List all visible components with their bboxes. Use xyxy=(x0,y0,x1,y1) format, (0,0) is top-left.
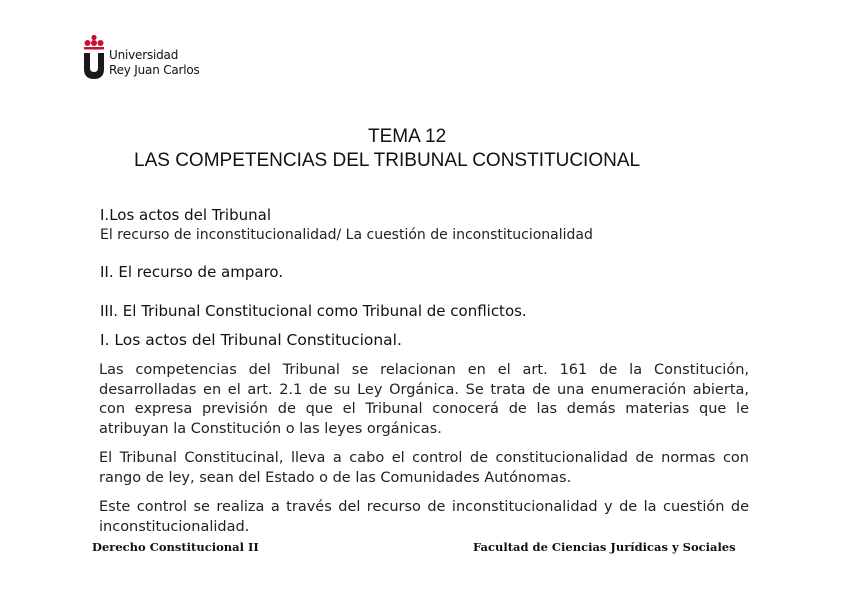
body-paragraph-2: El Tribunal Constitucinal, lleva a cabo el control de constitucionalidad de normas con rango de ley, sean del Estado o de las Comunidades Autónomas. xyxy=(99,450,749,486)
outline-item-2: II. El recurso de amparo. xyxy=(100,263,284,281)
title-topic-name: LAS COMPETENCIAS DEL TRIBUNAL CONSTITUCIONAL xyxy=(134,150,641,171)
title-topic-number: TEMA 12 xyxy=(368,126,447,147)
body-paragraph-3: Este control se realiza a través del recurso de inconstitucionalidad y de la cuestión de inconstitucionalidad. xyxy=(99,499,749,535)
body-paragraph-1: Las competencias del Tribunal se relacionan en el art. 161 de la Constitución, desarrolladas en el art. 2.1 de su Ley Orgánica. Se trata de una enumeración abierta, con expresa previsión de que el Tribunal conocerá de las demás materias que le atribuyan la Constitución o las leyes orgánicas. xyxy=(99,362,749,437)
university-logo xyxy=(82,34,222,86)
university-name-line2: Rey Juan Carlos xyxy=(109,63,200,77)
section-heading: I. Los actos del Tribunal Constitucional. xyxy=(100,331,402,349)
outline-item-1-subtitle: El recurso de inconstitucionalidad/ La cuestión de inconstitucionalidad xyxy=(100,227,593,243)
university-name xyxy=(109,48,200,78)
outline-item-3: III. El Tribunal Constitucional como Tribunal de conflictos. xyxy=(100,302,527,320)
footer-faculty-name: Facultad de Ciencias Jurídicas y Sociales xyxy=(473,540,736,554)
university-crest-icon xyxy=(82,34,106,80)
university-name-line1: Universidad xyxy=(109,48,179,62)
footer-course-name: Derecho Constitucional II xyxy=(92,540,259,554)
outline-item-1: I.Los actos del Tribunal xyxy=(100,206,271,224)
